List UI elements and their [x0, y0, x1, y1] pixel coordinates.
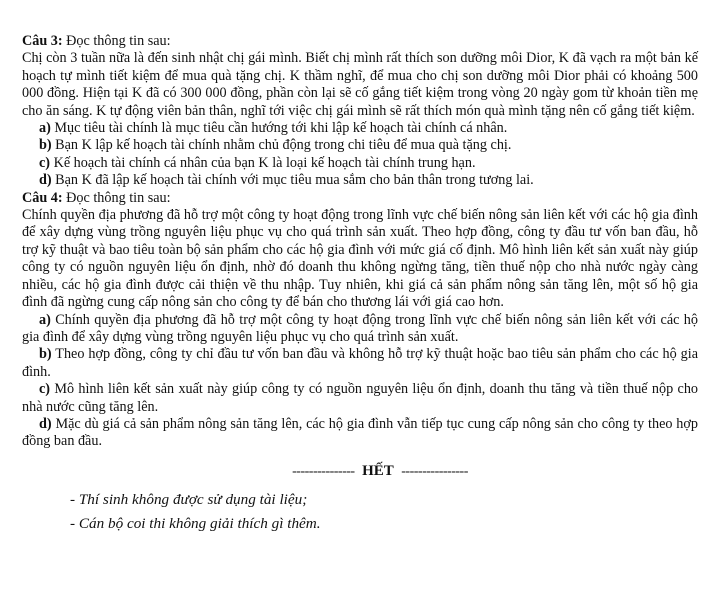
exam-page	[22, 33, 698, 536]
option-letter: c)	[39, 154, 51, 171]
option-letter: d)	[39, 415, 52, 432]
question-3-option-d	[39, 172, 698, 189]
option-text: Mặc dù giá cả sản phẩm nông sản tăng lên, các hộ gia đình vẫn tiếp tục cung cấp nông sản cho công ty theo hợp đồng ban đầu.	[22, 415, 698, 450]
option-letter: b)	[39, 137, 52, 154]
end-dashes-left: ---------------	[292, 463, 355, 479]
question-4-option-a	[22, 312, 698, 347]
option-text: Bạn K lập kế hoạch tài chính nhằm chủ động trong chi tiêu để mua quà tặng chị.	[55, 137, 512, 154]
question-4-heading	[22, 190, 698, 207]
option-text: Mô hình liên kết sản xuất này giúp công ty có nguồn nguyên liệu ổn định, doanh thu tăng và tiền thuế nộp cho nhà nước cũng tăng lên.	[22, 381, 699, 415]
question-3-passage: Chị còn 3 tuần nữa là đến sinh nhật chị gái mình. Biết chị mình rất thích son dưỡng môi Dior, K đã vạch ra một bản kế hoạch tự mình tiết kiệm để mua quà tặng chị. K thầm nghĩ, để mua cho chị son dưỡng môi Dior phải có khoảng 500 000 đồng. Hiện tại K đã có 300 000 đồng, phần còn lại sẽ cố gắng tiết kiệm trong vòng 20 ngày gom từ khoản tiền mẹ cho ăn sáng. K tự động viên bản thân, nghĩ tới việc chị gái mình sẽ rất thích món quà mình tặng nên cố gắng tiết kiệm.	[22, 50, 698, 119]
exam-note-1: - Thí sinh không được sử dụng tài liệu;	[70, 490, 308, 508]
option-text: Kế hoạch tài chính cá nhân của bạn K là loại kế hoạch tài chính trung hạn.	[53, 154, 476, 171]
question-3-option-a	[39, 120, 698, 137]
end-of-exam-marker	[62, 461, 698, 482]
question-4-option-b	[22, 346, 698, 381]
question-3-option-b	[39, 137, 698, 154]
option-letter: c)	[39, 381, 51, 398]
question-3-heading	[22, 33, 698, 50]
question-4-option-d	[22, 416, 698, 451]
option-letter: a)	[39, 120, 51, 137]
option-text: Chính quyền địa phương đã hỗ trợ một công ty hoạt động trong lĩnh vực chế biến nông sản liên kết với các hộ gia đình để xây dựng vùng trồng nguyên liệu phục vụ cho quá trình sản xuất.	[22, 311, 698, 345]
end-label: HẾT	[362, 462, 394, 479]
option-letter: d)	[39, 172, 52, 189]
exam-note-2: - Cán bộ coi thi không giải thích gì thêm.	[70, 514, 321, 532]
question-4-intro: Đọc thông tin sau:	[66, 189, 171, 206]
option-letter: a)	[39, 311, 51, 328]
option-text: Theo hợp đồng, công ty chỉ đầu tư vốn ban đầu và không hỗ trợ kỹ thuật hoặc bao tiêu sản phẩm cho các hộ gia đình.	[22, 346, 698, 380]
question-3-intro: Đọc thông tin sau:	[66, 33, 171, 49]
option-text: Mục tiêu tài chính là mục tiêu cần hướng tới khi lập kế hoạch tài chính cá nhân.	[54, 120, 508, 137]
question-4-option-c	[22, 381, 698, 416]
question-3-option-c	[39, 155, 698, 172]
option-letter: b)	[39, 346, 52, 363]
question-3-label: Câu 3:	[22, 33, 63, 49]
question-4-passage: Chính quyền địa phương đã hỗ trợ một công ty hoạt động trong lĩnh vực chế biến nông sản liên kết với các hộ gia đình để xây dựng vùng trồng nguyên liệu phục vụ cho quá trình sản xuất. Theo hợp đồng, công ty đầu tư vốn ban đầu, hỗ trợ kỹ thuật và bao tiêu toàn bộ sản phẩm cho các hộ gia đình với mức giá cố định. Mô hình liên kết sản xuất này giúp công ty có nguồn nguyên liệu ổn định, nhờ đó doanh thu không ngừng tăng, tiền thuế nộp cho nhà nước ngày càng nhiều, các hộ gia đình được cải thiện về thu nhập. Tuy nhiên, khi giá cả sản phẩm nông sản tăng lên, một số hộ gia đình đã ngừng cung cấp nông sản cho công ty để bán cho thương lái với giá cao hơn.	[22, 207, 698, 311]
end-dashes-right: ----------------	[401, 463, 468, 479]
option-text: Bạn K đã lập kế hoạch tài chính với mục tiêu mua sắm cho bản thân trong tương lai.	[55, 172, 534, 189]
question-4-label: Câu 4:	[22, 189, 63, 206]
